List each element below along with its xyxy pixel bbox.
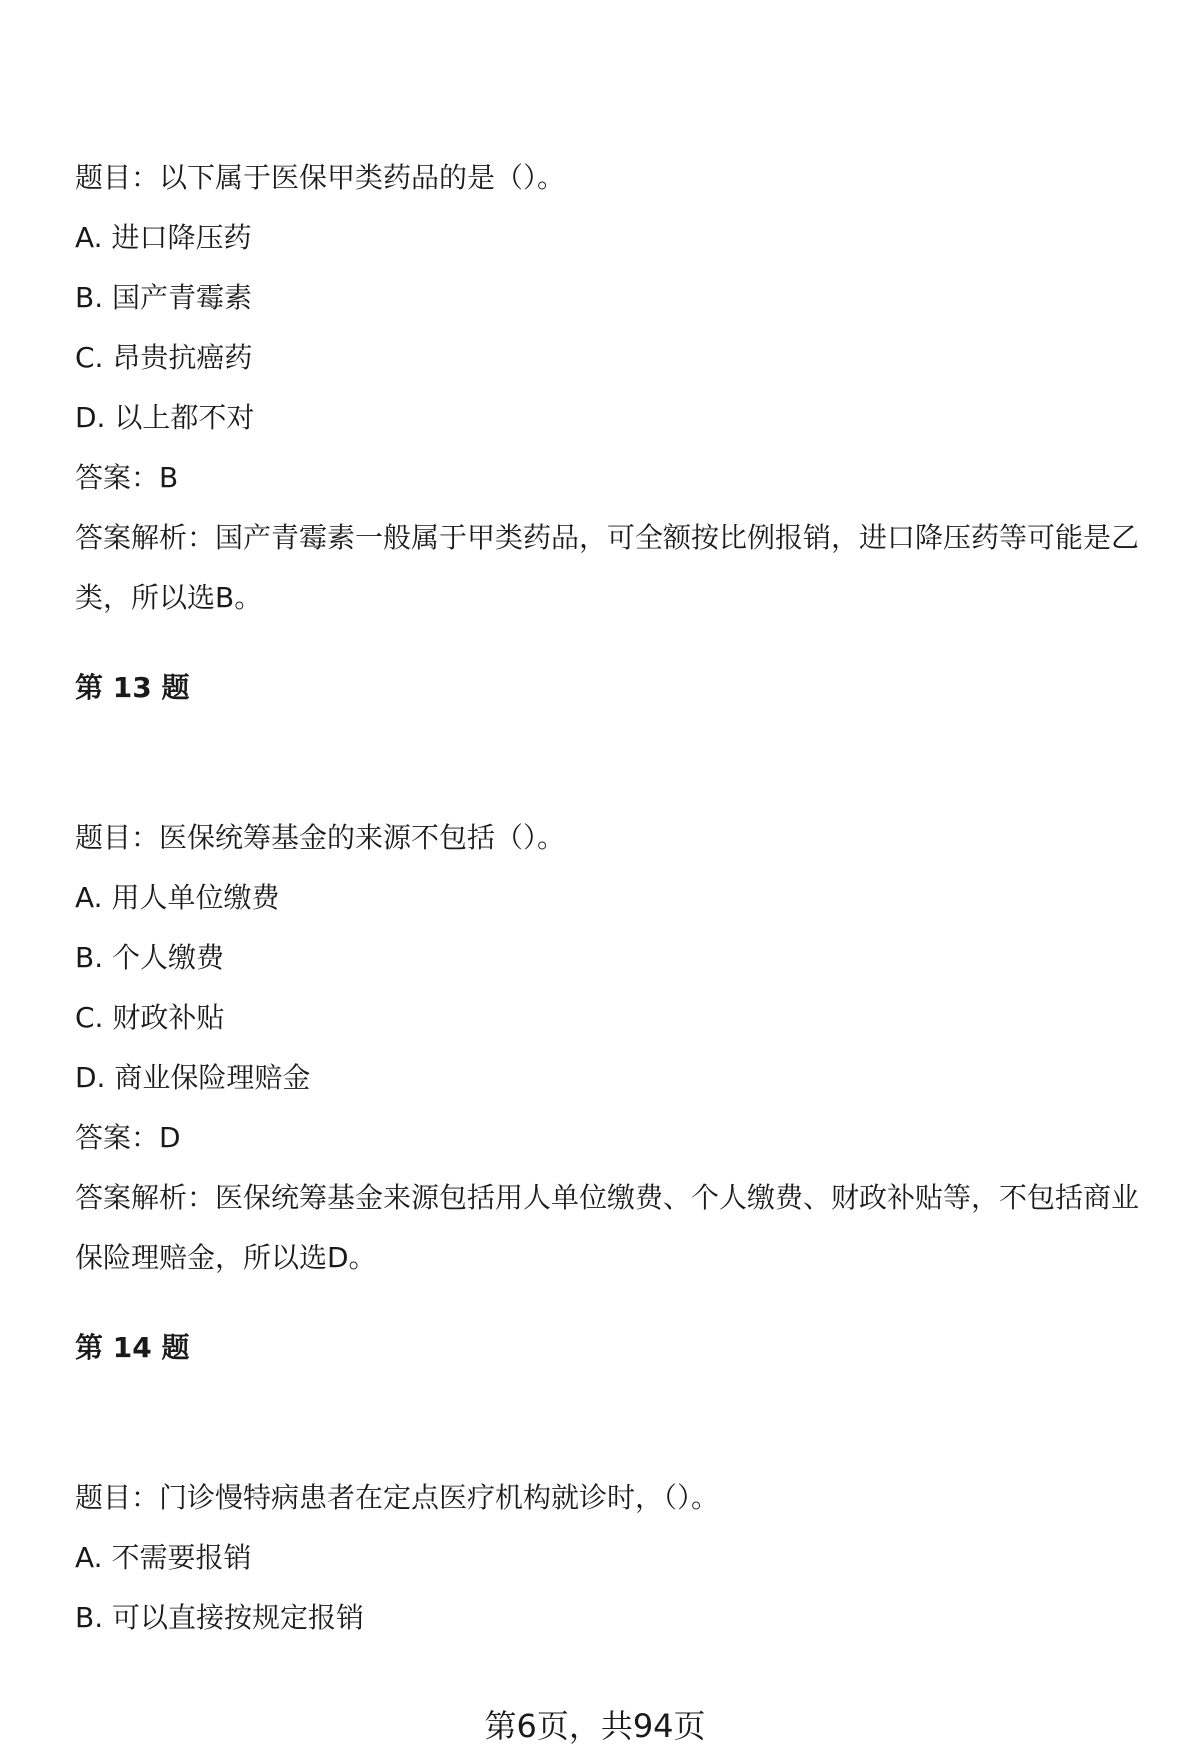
option-c: C. 昂贵抗癌药 xyxy=(75,341,253,374)
option-a: A. 进口降压药 xyxy=(75,221,252,254)
option-b: B. 国产青霉素 xyxy=(75,281,253,314)
option-d: D. 商业保险理赔金 xyxy=(75,1061,311,1094)
option-b: B. 可以直接按规定报销 xyxy=(75,1601,365,1634)
question-heading-14: 第 14 题 xyxy=(75,1331,190,1364)
question-heading-13: 第 13 题 xyxy=(75,671,190,704)
page-number-footer: 第6页，共94页 xyxy=(484,1707,706,1745)
option-d: D. 以上都不对 xyxy=(75,401,255,434)
option-a: A. 不需要报销 xyxy=(75,1541,252,1574)
option-b: B. 个人缴费 xyxy=(75,941,225,974)
answer-analysis: 答案解析：国产青霉素一般属于甲类药品，可全额按比例报销，进口降压药等可能是乙类，所以选B。 xyxy=(75,521,1140,614)
question-text: 题目：门诊慢特病患者在定点医疗机构就诊时，（）。 xyxy=(75,1481,720,1514)
option-a: A. 用人单位缴费 xyxy=(75,881,280,914)
question-text: 题目：以下属于医保甲类药品的是（）。 xyxy=(75,161,566,194)
answer-text: 答案：D xyxy=(75,1121,181,1154)
answer-analysis: 答案解析：医保统筹基金来源包括用人单位缴费、个人缴费、财政补贴等，不包括商业保险理赔金，所以选D。 xyxy=(75,1181,1140,1274)
option-c: C. 财政补贴 xyxy=(75,1001,225,1034)
answer-text: 答案：B xyxy=(75,461,179,494)
question-text: 题目：医保统筹基金的来源不包括（）。 xyxy=(75,821,566,854)
